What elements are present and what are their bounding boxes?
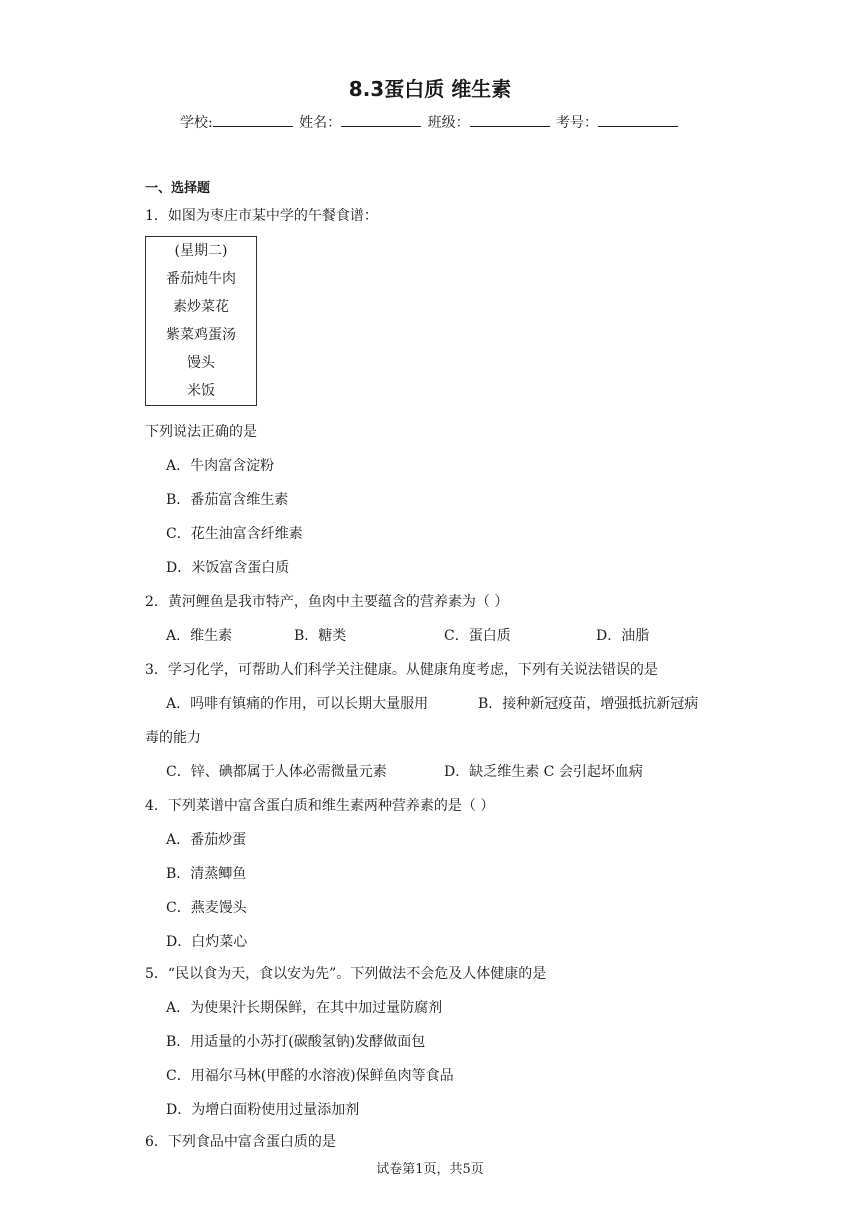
menu-item: 紫菜鸡蛋汤 (166, 327, 236, 343)
menu-item: 米饭 (187, 383, 215, 399)
class-blank (470, 112, 550, 127)
q3-option-b[interactable]: B．接种新冠疫苗，增强抵抗新冠病 (478, 696, 699, 712)
q5-option-d[interactable]: D．为增白面粉使用过量添加剂 (166, 1102, 360, 1118)
q5-option-a[interactable]: A．为使果汁长期保鲜，在其中加过量防腐剂 (166, 1000, 443, 1016)
q4-option-c[interactable]: C．燕麦馒头 (166, 900, 247, 916)
q3-option-d[interactable]: D．缺乏维生素 C 会引起坏血病 (444, 764, 643, 780)
q2-option-a[interactable]: A．维生素 (166, 628, 233, 644)
exam-no-label: 考号： (556, 115, 599, 131)
q3-option-c[interactable]: C．锌、碘都属于人体必需微量元素 (166, 764, 387, 780)
q1-prompt: 下列说法正确的是 (145, 424, 257, 440)
q6-stem: 6．下列食品中富含蛋白质的是 (145, 1134, 336, 1150)
q3-stem: 3．学习化学，可帮助人们科学关注健康。从健康角度考虑，下列有关说法错误的是 (145, 662, 658, 678)
q5-option-b[interactable]: B．用适量的小苏打(碳酸氢钠)发酵做面包 (166, 1034, 426, 1050)
name-label: 姓名： (299, 115, 342, 131)
q1-option-c[interactable]: C．花生油富含纤维素 (166, 526, 303, 542)
page-title: 8.3蛋白质 维生素 (348, 77, 512, 101)
q2-option-c[interactable]: C．蛋白质 (444, 628, 511, 644)
q3-option-b-continued: 毒的能力 (145, 730, 201, 746)
q1-stem: 1．如图为枣庄市某中学的午餐食谱： (145, 208, 378, 224)
q1-option-a[interactable]: A．牛肉富含淀粉 (166, 458, 275, 474)
menu-item: 素炒菜花 (173, 299, 229, 315)
menu-item: 馒头 (187, 355, 215, 371)
q4-option-b[interactable]: B．清蒸鲫鱼 (166, 866, 247, 882)
lunch-menu-box (145, 236, 257, 406)
school-label: 学校: (179, 115, 213, 131)
q4-option-d[interactable]: D．白灼菜心 (166, 934, 248, 950)
q3-option-a[interactable]: A．吗啡有镇痛的作用，可以长期大量服用 (166, 696, 429, 712)
name-blank (341, 112, 421, 127)
school-blank (213, 112, 293, 127)
q5-option-c[interactable]: C．用福尔马林(甲醛的水溶液)保鲜鱼肉等食品 (166, 1068, 454, 1084)
page-footer: 试卷第1页，共5页 (376, 1162, 484, 1177)
q4-option-a[interactable]: A．番茄炒蛋 (166, 832, 247, 848)
q2-option-b[interactable]: B．糖类 (294, 628, 347, 644)
q4-stem: 4．下列菜谱中富含蛋白质和维生素两种营养素的是（ ） (145, 798, 495, 814)
q2-option-d[interactable]: D．油脂 (596, 628, 650, 644)
section-heading: 一、选择题 (145, 181, 211, 196)
exam-no-blank (598, 112, 678, 127)
menu-item: (星期二) (174, 243, 228, 259)
q5-stem: 5．“民以食为天，食以安为先”。下列做法不会危及人体健康的是 (145, 966, 547, 982)
q2-stem: 2．黄河鲤鱼是我市特产，鱼肉中主要蕴含的营养素为（ ） (145, 594, 509, 610)
q1-option-b[interactable]: B．番茄富含维生素 (166, 492, 289, 508)
student-info-line (0, 112, 860, 133)
q1-option-d[interactable]: D．米饭富含蛋白质 (166, 560, 290, 576)
menu-item: 番茄炖牛肉 (166, 271, 236, 287)
class-label: 班级： (427, 115, 470, 131)
